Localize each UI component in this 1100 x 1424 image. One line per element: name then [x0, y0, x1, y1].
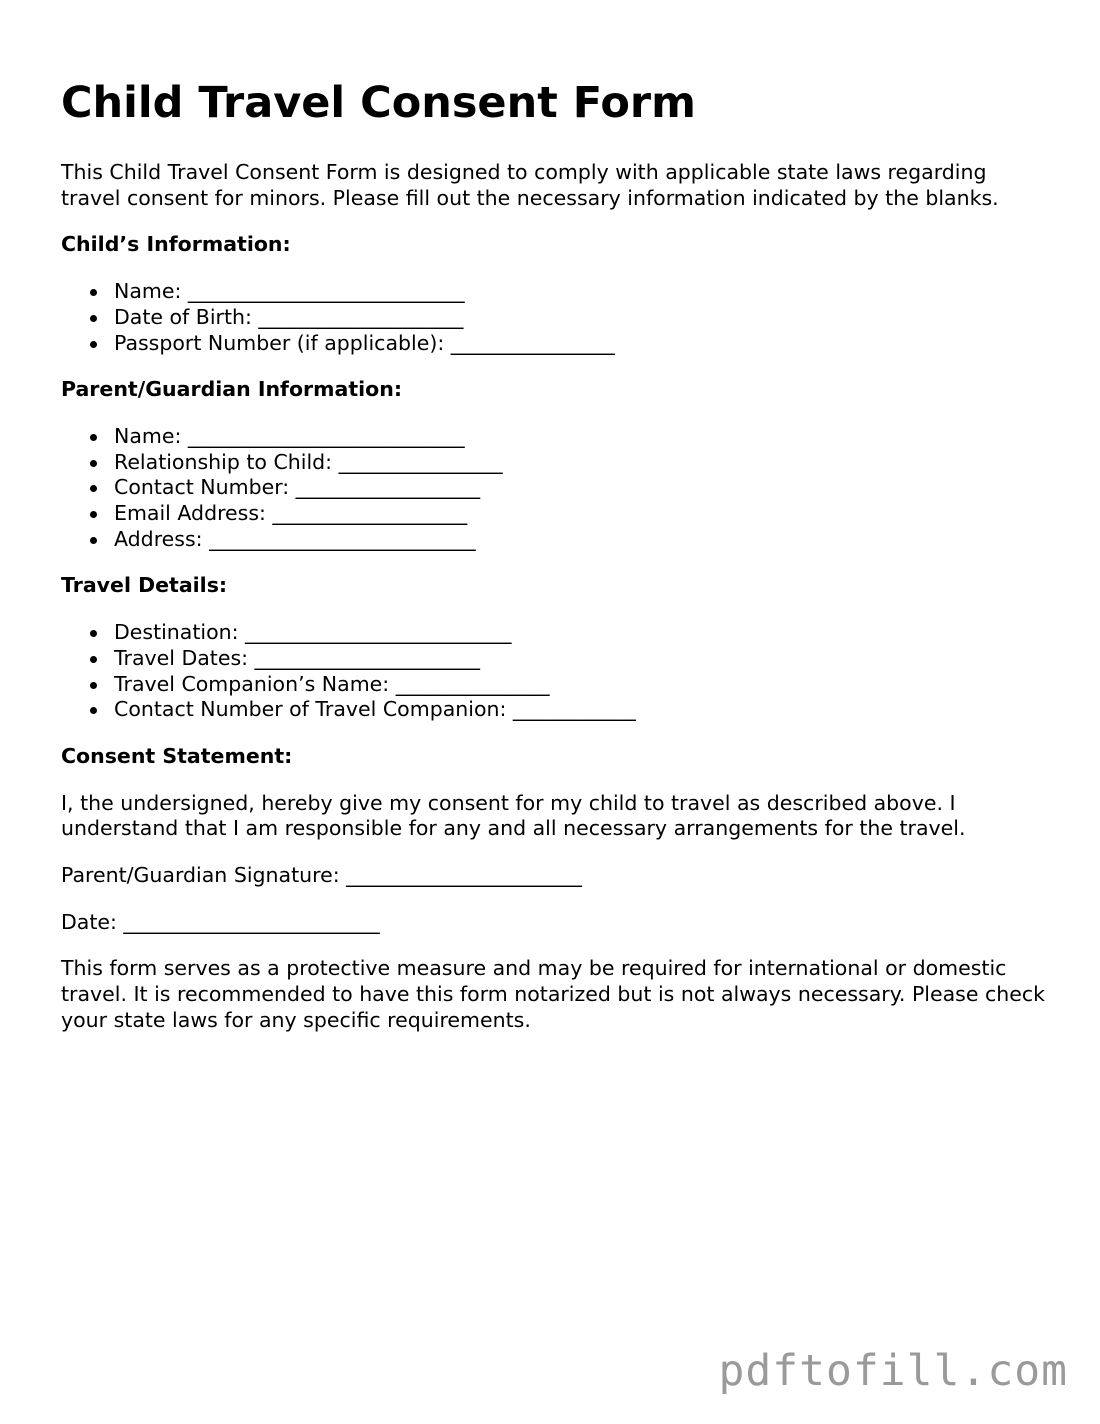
- child-passport-field[interactable]: Passport Number (if applicable): ________________: [114, 331, 1051, 357]
- child-info-list: [61, 279, 1051, 356]
- parent-address-field[interactable]: Address: __________________________: [114, 527, 1051, 553]
- travel-companion-contact-field[interactable]: Contact Number of Travel Companion: ____________: [114, 697, 1051, 723]
- watermark-logo: pdftofill.com: [718, 1346, 1068, 1396]
- child-dob-field[interactable]: Date of Birth: ____________________: [114, 305, 1051, 331]
- travel-destination-field[interactable]: Destination: __________________________: [114, 620, 1051, 646]
- parent-email-field[interactable]: Email Address: ___________________: [114, 501, 1051, 527]
- section-heading-parent: Parent/Guardian Information:: [61, 377, 403, 402]
- closing-paragraph: This form serves as a protective measure and may be required for international or domestic travel. It is recommended to have this form notarized but is not always necessary. Please check your state laws for any specific requirements.: [61, 956, 1045, 1032]
- travel-details-list: [61, 620, 1051, 723]
- travel-companion-name-field[interactable]: Travel Companion’s Name: _______________: [114, 672, 1051, 698]
- parent-relationship-field[interactable]: Relationship to Child: ________________: [114, 450, 1051, 476]
- parent-info-list: [61, 424, 1051, 553]
- document-page: [61, 76, 1051, 1055]
- page-title: Child Travel Consent Form: [61, 78, 696, 128]
- intro-paragraph: This Child Travel Consent Form is designed to comply with applicable state laws regarding travel consent for minors. Please fill out the necessary information indicated by the blanks.: [61, 160, 999, 210]
- consent-statement: I, the undersigned, hereby give my consent for my child to travel as described above. I understand that I am responsible for any and all necessary arrangements for the travel.: [61, 790, 966, 841]
- section-heading-consent: Consent Statement:: [61, 743, 293, 768]
- section-heading-child: Child’s Information:: [61, 232, 291, 257]
- signature-field[interactable]: Parent/Guardian Signature: _______________________: [61, 863, 582, 888]
- date-field[interactable]: Date: _________________________: [61, 909, 380, 934]
- child-name-field[interactable]: Name: ___________________________: [114, 279, 1051, 305]
- travel-dates-field[interactable]: Travel Dates: ______________________: [114, 646, 1051, 672]
- parent-name-field[interactable]: Name: ___________________________: [114, 424, 1051, 450]
- parent-contact-field[interactable]: Contact Number: __________________: [114, 475, 1051, 501]
- section-heading-travel: Travel Details:: [61, 573, 228, 598]
